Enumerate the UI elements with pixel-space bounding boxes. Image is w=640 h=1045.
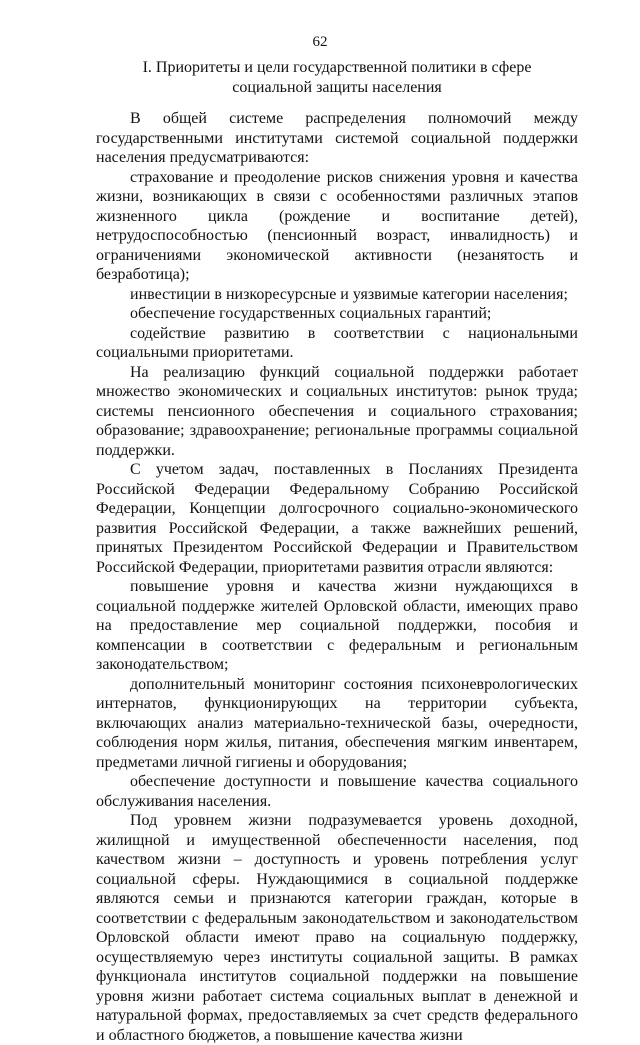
paragraph: инвестиции в низкоресурсные и уязвимые категории населения;: [130, 285, 568, 303]
paragraph: С учетом задач, поставленных в Посланиях Президента Российской Федерации Федеральному Собранию Российской Федерации, Концепции долгосрочного социально-экономического развития Российской Федерации, а также важнейших решений, принятых Президентом Российской Федерации и Правительством Российской Федерации, приоритетами развития отрасли являются:: [96, 461, 578, 576]
paragraph: обеспечение доступности и повышение качества социального обслуживания населения.: [96, 773, 578, 810]
paragraph: обеспечение государственных социальных гарантий;: [130, 305, 492, 322]
page-number: 62: [312, 34, 328, 50]
document-body: [96, 109, 578, 1045]
section-title-line-1: I. Приоритеты и цели государственной политики в сфере: [142, 59, 532, 76]
paragraph: дополнительный мониторинг состояния психоневрологических интернатов, функционирующих на территории субъекта, включающих анализ материально-технической базы, очередности, соблюдения норм жилья, питания, обеспечения мягким инвентарем, предметами личной гигиены и оборудования;: [96, 675, 578, 771]
paragraph: страхование и преодоление рисков снижения уровня и качества жизни, возникающих в связи с особенностями различных этапов жизненного цикла (рождение и воспитание детей), нетрудоспособностью (пенсионный возраст, инвалидность) и ограничениями экономической активности (незанятость и безработица);: [96, 168, 578, 283]
paragraph: Под уровнем жизни подразумевается уровень доходной, жилищной и имущественной обеспеченности населения, под качеством жизни – доступность и уровень потребления услуг социальной сферы. Нуждающимися в социальной поддержке являются семьи и признаются категории граждан, которые в соответствии с федеральным законодательством и законодательством Орловской области имеют право на социальную поддержку, осуществляемую через институты социальной защиты. В рамках функционала институтов социальной поддержки на повышение уровня жизни работает система социальных выплат в денежной и натуральной формах, предоставляемых за счет средств федерального и областного бюджетов, а повышение качества жизни: [96, 812, 578, 1044]
paragraph: В общей системе распределения полномочий между государственными институтами системой социальной поддержки населения предусматриваются:: [96, 110, 578, 166]
paragraph: На реализацию функций социальной поддержки работает множество экономических и социальных институтов: рынок труда; системы пенсионного обеспечения и социального страхования; образование; здравоохранение; региональные программы социальной поддержки.: [96, 363, 578, 459]
paragraph: содействие развитию в соответствии с национальными социальными приоритетами.: [96, 324, 578, 361]
section-title: [96, 58, 578, 98]
paragraph: повышение уровня и качества жизни нуждающихся в социальной поддержке жителей Орловской области, имеющих право на предоставление мер социальной поддержки, пособия и компенсации в соответствии с федеральным и региональным законодательством;: [96, 578, 578, 673]
section-title-line-2: социальной защиты населения: [232, 79, 442, 96]
